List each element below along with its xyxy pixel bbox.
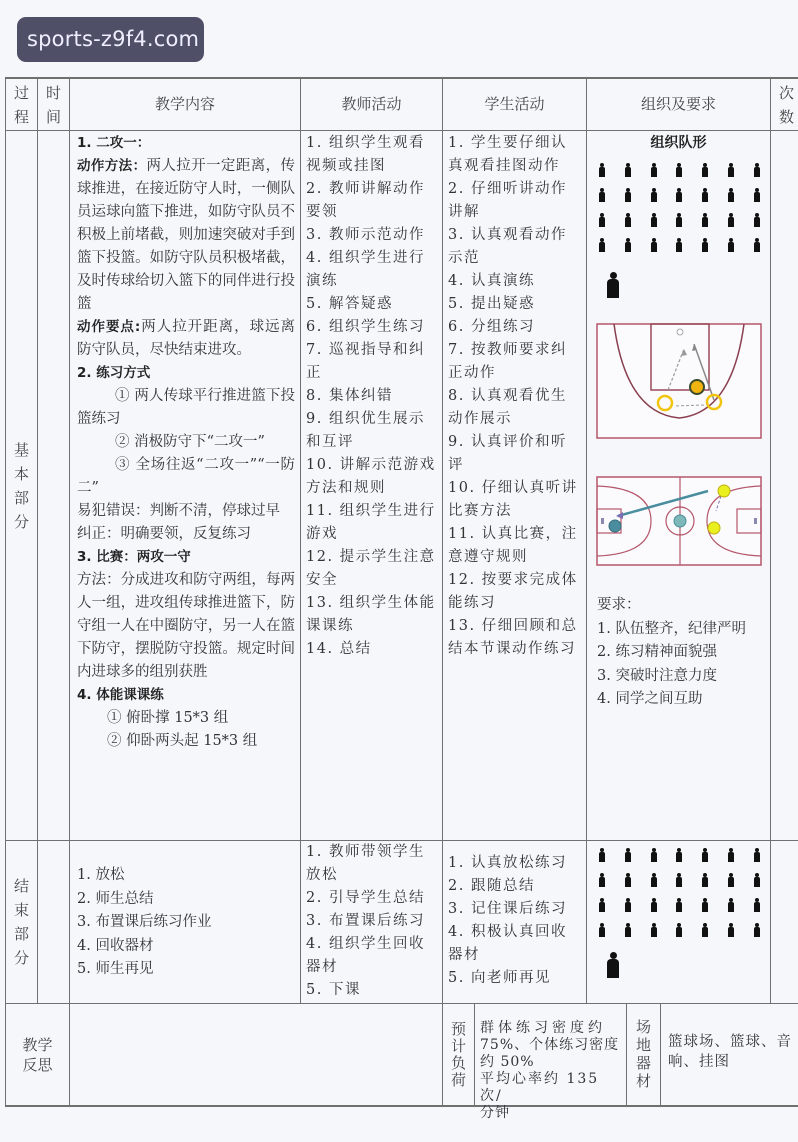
key-paragraph <box>77 316 295 362</box>
teacher-item: 13. 组织学生体能课课练 <box>306 595 436 634</box>
teacher-icon <box>607 952 619 978</box>
game-text: 方法：分成进攻和防守两组，每两人一组，进攻组传球推进篮下，防守组一人在中圈防守，另一人在篮下防守，摆脱防守投篮。规定时间内进球多的组别获胜 <box>77 572 295 680</box>
header-organization: 组织及要求 <box>640 95 716 113</box>
student-icon <box>651 873 657 887</box>
content-basic <box>77 131 295 753</box>
end-content-item: 2. 师生总结 <box>77 890 154 907</box>
teacher-item: 3. 教师示范动作 <box>306 227 425 243</box>
student-item: 3. 认真观看动作示范 <box>448 227 567 266</box>
student-icon <box>676 873 682 887</box>
fitness-1: ① 俯卧撑 15*3 组 <box>107 710 229 726</box>
load-line: 约 50% <box>480 1054 535 1070</box>
student-end-item: 5. 向老师再见 <box>448 970 551 986</box>
student-icon <box>651 213 657 227</box>
equipment-label-text: 场地器材 <box>635 1018 651 1090</box>
teacher-end-item: 5. 下课 <box>306 982 361 998</box>
student-item: 13. 仔细回顾和总结本节课动作练习 <box>448 618 578 657</box>
teacher-icon <box>607 272 619 298</box>
end-content-item: 1. 放松 <box>77 867 125 883</box>
formation-row <box>587 892 770 917</box>
teacher-activities-end <box>306 841 438 1002</box>
student-icon <box>702 188 708 202</box>
header-count-label: 次数 <box>779 83 795 126</box>
student-item: 8. 认真观看优生动作展示 <box>448 388 567 427</box>
student-icon <box>599 848 605 862</box>
student-item: 12. 按要求完成体能练习 <box>448 572 578 611</box>
practice-1: ① 两人传球平行推进篮下投篮练习 <box>77 388 295 427</box>
errors-text: 易犯错误：判断不清，停球过早 <box>77 503 280 519</box>
student-icon <box>728 923 734 937</box>
student-icon <box>676 923 682 937</box>
student-icon <box>676 898 682 912</box>
content-end <box>77 864 295 982</box>
divider <box>474 1003 475 1107</box>
teacher-item: 5. 解答疑惑 <box>306 296 393 312</box>
teacher-item: 8. 集体纠错 <box>306 388 393 404</box>
reflection-label <box>6 1004 69 1105</box>
end-content-item: 3. 布置课后练习作业 <box>77 914 212 930</box>
student-icon <box>625 213 631 227</box>
student-icon <box>702 873 708 887</box>
student-item: 6. 分组练习 <box>448 319 535 335</box>
student-icon <box>754 923 760 937</box>
student-icon <box>651 923 657 937</box>
student-icon <box>651 238 657 252</box>
teacher-item: 7. 巡视指导和纠正 <box>306 342 425 381</box>
requirements <box>597 594 767 712</box>
student-icon <box>625 848 631 862</box>
header-time-label: 时间 <box>45 83 61 126</box>
formation-title: 组织队形 <box>650 135 707 151</box>
divider <box>300 77 301 1003</box>
student-icon <box>754 238 760 252</box>
section-end-label <box>6 841 37 1003</box>
student-icon <box>754 898 760 912</box>
student-icon <box>599 188 605 202</box>
student-icon <box>702 238 708 252</box>
requirement-item: 4. 同学之间互助 <box>597 691 703 707</box>
header-time <box>38 79 69 130</box>
item3-title: 3. 比赛：两攻一守 <box>77 549 191 565</box>
divider <box>69 77 70 1107</box>
student-icon <box>599 923 605 937</box>
end-content-item: 5. 师生再见 <box>77 961 154 977</box>
student-icon <box>728 238 734 252</box>
student-item: 11. 认真比赛，注意遵守规则 <box>448 526 578 565</box>
student-icon <box>728 213 734 227</box>
student-icon <box>728 873 734 887</box>
student-icon <box>676 213 682 227</box>
student-icon <box>702 213 708 227</box>
student-icon <box>676 848 682 862</box>
organization-basic <box>587 131 770 840</box>
header-content: 教学内容 <box>154 95 215 113</box>
student-activities-end <box>448 852 582 990</box>
student-icon <box>651 898 657 912</box>
load-line: 分钟 <box>480 1105 510 1121</box>
section-basic-text: 基本部分 <box>13 440 29 531</box>
item4-title: 4. 体能课课练 <box>77 687 164 703</box>
teacher-item: 12. 提示学生注意安全 <box>306 549 436 588</box>
student-end-item: 4. 积极认真回收器材 <box>448 924 567 963</box>
header-process <box>6 79 37 130</box>
student-icon <box>702 163 708 177</box>
student-item: 10. 仔细认真听讲比赛方法 <box>448 480 578 519</box>
teacher-item: 4. 组织学生进行演练 <box>306 250 425 289</box>
requirement-item: 3. 突破时注意力度 <box>597 667 717 684</box>
student-end-item: 3. 记住课后练习 <box>448 901 567 917</box>
student-icon <box>599 163 605 177</box>
organization-end <box>587 841 770 1003</box>
teacher-end-item: 2. 引导学生总结 <box>306 890 425 906</box>
correction-text: 纠正：明确要领，反复练习 <box>77 526 251 542</box>
divider <box>770 77 771 1003</box>
header-student: 学生活动 <box>484 95 545 113</box>
student-icon <box>754 163 760 177</box>
teacher-end-item: 1. 教师带领学生放松 <box>306 844 425 883</box>
formation-row <box>587 842 770 867</box>
student-icon <box>728 848 734 862</box>
student-icon <box>625 873 631 887</box>
student-icon <box>625 163 631 177</box>
divider <box>5 1105 798 1107</box>
header-process-label: 过程 <box>13 83 29 126</box>
teacher-activities-basic <box>306 131 438 661</box>
student-icon <box>702 848 708 862</box>
key-text: 两人拉开距离，球远离防守队员，尽快结束进攻。 <box>77 319 296 358</box>
teacher-item: 11. 组织学生进行游戏 <box>306 503 436 542</box>
reflection-label-text: 教学反思 <box>22 1035 53 1074</box>
student-item: 5. 提出疑惑 <box>448 296 535 312</box>
student-icon <box>702 923 708 937</box>
teacher-position <box>587 942 770 986</box>
method-paragraph <box>77 155 295 316</box>
requirements-title: 要求： <box>597 597 641 613</box>
full-court-diagram <box>596 476 762 566</box>
student-icon <box>754 848 760 862</box>
student-icon <box>702 898 708 912</box>
teacher-item: 1. 组织学生观看视频或挂图 <box>306 135 425 174</box>
teacher-item: 10. 讲解示范游戏方法和规则 <box>306 457 436 496</box>
student-icon <box>599 898 605 912</box>
teacher-item: 14. 总结 <box>306 641 372 657</box>
load-line: 75%、个体练习密度 <box>480 1037 620 1053</box>
divider <box>442 77 443 1107</box>
teacher-end-item: 3. 布置课后练习 <box>306 913 425 929</box>
watermark-badge: sports-z9f4.com <box>17 17 204 62</box>
student-item: 7. 按教师要求纠正动作 <box>448 342 567 381</box>
student-icon <box>599 238 605 252</box>
section-end-text: 结束部分 <box>13 877 29 967</box>
student-activities-basic <box>448 131 582 661</box>
requirement-item: 1. 队伍整齐，纪律严明 <box>597 620 746 637</box>
student-end-item: 2. 跟随总结 <box>448 878 535 894</box>
student-icon <box>625 898 631 912</box>
item2-title: 2. 练习方式 <box>77 365 151 381</box>
header-teacher: 教师活动 <box>341 95 402 113</box>
student-icon <box>728 188 734 202</box>
formation-row <box>587 917 770 942</box>
load-text <box>480 1020 624 1122</box>
student-item: 2. 仔细听讲动作讲解 <box>448 181 567 220</box>
teacher-item: 9. 组织优生展示和互评 <box>306 411 425 450</box>
formation-row <box>587 207 770 232</box>
student-icon <box>651 188 657 202</box>
divider <box>37 77 38 1003</box>
practice-2: ② 消极防守下“二攻一” <box>115 434 265 450</box>
teacher-end-item: 4. 组织学生回收器材 <box>306 936 425 975</box>
student-icon <box>625 188 631 202</box>
student-icon <box>599 873 605 887</box>
method-text: 两人拉开一定距离，传球推进，在接近防守人时，一侧队员运球向篮下推进，如防守队员不积极上前堵截，则加速突破对手到篮下投篮。如防守队员积极堵截，及时传球给切入篮下的同伴进行投篮 <box>77 158 296 312</box>
formation-row <box>587 867 770 892</box>
formation-row <box>587 232 770 257</box>
student-icon <box>676 163 682 177</box>
practice-3: ③ 全场往返“二攻一”“一防二” <box>77 457 295 496</box>
load-line: 群体练习密度约 <box>480 1020 606 1036</box>
student-end-item: 1. 认真放松练习 <box>448 855 567 871</box>
student-icon <box>754 873 760 887</box>
divider <box>660 1003 661 1107</box>
teacher-item: 2. 教师讲解动作要领 <box>306 181 425 220</box>
student-icon <box>651 163 657 177</box>
fitness-2: ② 仰卧两头起 15*3 组 <box>107 733 258 749</box>
half-court-diagram <box>596 323 762 439</box>
student-icon <box>625 238 631 252</box>
student-formation <box>587 157 770 306</box>
student-icon <box>728 898 734 912</box>
key-label: 动作要点: <box>77 319 141 335</box>
student-icon <box>676 188 682 202</box>
teacher-position <box>587 257 770 306</box>
student-item: 1. 学生要仔细认真观看挂图动作 <box>448 135 567 174</box>
load-label-text: 预计负荷 <box>450 1019 466 1089</box>
student-item: 4. 认真演练 <box>448 273 535 289</box>
header-count <box>771 79 798 130</box>
formation-row <box>587 182 770 207</box>
formation-row <box>587 157 770 182</box>
student-icon <box>599 213 605 227</box>
section-basic-label <box>6 131 37 840</box>
student-item: 9. 认真评价和听评 <box>448 434 567 473</box>
end-formation <box>587 842 770 986</box>
student-icon <box>728 163 734 177</box>
student-icon <box>754 188 760 202</box>
student-icon <box>625 923 631 937</box>
reflection-field[interactable] <box>70 1004 442 1105</box>
item1-title: 1. 二攻一： <box>77 135 151 151</box>
load-line: 平均心率约 135 次/ <box>480 1071 600 1104</box>
end-content-item: 4. 回收器材 <box>77 937 154 954</box>
student-icon <box>651 848 657 862</box>
method-label: 动作方法： <box>77 158 147 174</box>
equipment-label <box>627 1004 660 1105</box>
load-label <box>443 1004 474 1105</box>
equipment-text: 篮球场、篮球、音响、挂图 <box>668 1034 792 1070</box>
student-icon <box>754 213 760 227</box>
requirement-item: 2. 练习精神面貌强 <box>597 644 717 660</box>
student-icon <box>676 238 682 252</box>
teacher-item: 6. 组织学生练习 <box>306 319 425 335</box>
